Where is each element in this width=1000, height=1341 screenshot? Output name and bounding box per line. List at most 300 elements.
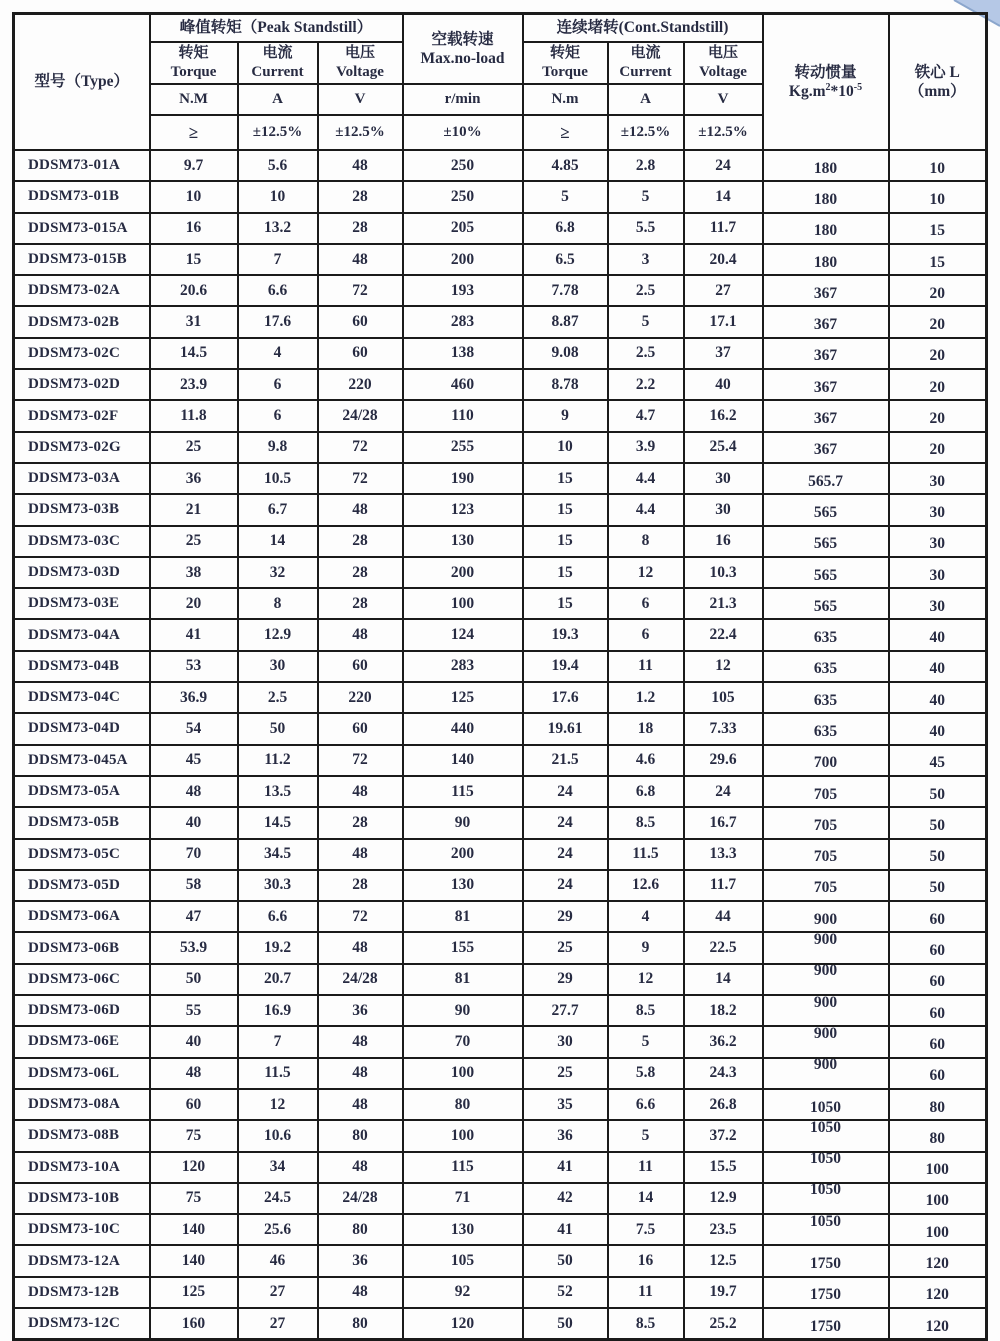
cell-cont-torque: 41 (523, 1152, 608, 1183)
table-row (14, 1152, 987, 1183)
cell-inertia: 900 (763, 1026, 889, 1057)
cell-cont-torque: 6.8 (523, 213, 608, 244)
cell-peak-current: 30 (238, 651, 318, 682)
cell-cont-current: 5 (608, 181, 684, 212)
cell-peak-torque: 140 (150, 1214, 238, 1245)
cell-peak-torque: 75 (150, 1120, 238, 1151)
cell-cont-torque: 15 (523, 494, 608, 525)
cell-core-length: 30 (889, 463, 987, 494)
cell-core-length: 10 (889, 150, 987, 181)
cell-cont-current: 2.2 (608, 369, 684, 400)
cell-cont-torque: 7.78 (523, 275, 608, 306)
cell-cont-torque: 19.3 (523, 619, 608, 650)
cell-peak-current: 10.5 (238, 463, 318, 494)
cell-cont-voltage: 18.2 (684, 995, 763, 1026)
cell-peak-torque: 20 (150, 588, 238, 619)
cell-type: DDSM73-01B (14, 181, 150, 212)
cell-inertia: 1050 (763, 1214, 889, 1245)
cell-type: DDSM73-10A (14, 1152, 150, 1183)
table-row (14, 745, 987, 776)
cell-core-length: 20 (889, 275, 987, 306)
cell-peak-torque: 140 (150, 1245, 238, 1276)
cell-cont-current: 8.5 (608, 807, 684, 838)
cell-cont-torque: 29 (523, 901, 608, 932)
table-row (14, 400, 987, 431)
cell-peak-current: 13.5 (238, 776, 318, 807)
cell-cont-torque: 15 (523, 588, 608, 619)
cell-peak-current: 4 (238, 338, 318, 369)
cell-inertia: 565 (763, 557, 889, 588)
cell-type: DDSM73-08B (14, 1120, 150, 1151)
cell-peak-voltage: 80 (318, 1120, 403, 1151)
cell-type: DDSM73-02B (14, 306, 150, 337)
cell-peak-voltage: 72 (318, 275, 403, 306)
cell-cont-current: 11 (608, 1277, 684, 1308)
cell-peak-voltage: 60 (318, 306, 403, 337)
cell-cont-current: 2.8 (608, 150, 684, 181)
cell-cont-current: 4.6 (608, 745, 684, 776)
cell-cont-voltage: 11.7 (684, 870, 763, 901)
cell-peak-current: 34 (238, 1152, 318, 1183)
cell-peak-torque: 38 (150, 557, 238, 588)
type-label: 型号（Type） (34, 73, 129, 91)
cell-peak-torque: 9.7 (150, 150, 238, 181)
cell-cont-current: 12.6 (608, 870, 684, 901)
cell-cont-voltage: 16.7 (684, 807, 763, 838)
cell-core-length: 30 (889, 494, 987, 525)
cell-inertia: 367 (763, 432, 889, 463)
cell-peak-voltage: 24/28 (318, 964, 403, 995)
cell-cont-torque: 27.7 (523, 995, 608, 1026)
cell-type: DDSM73-04C (14, 682, 150, 713)
tolerance-cont-voltage: ±12.5% (684, 115, 763, 150)
cell-core-length: 100 (889, 1214, 987, 1245)
cell-type: DDSM73-01A (14, 150, 150, 181)
cell-peak-torque: 60 (150, 1089, 238, 1120)
cell-peak-current: 12 (238, 1089, 318, 1120)
table-row (14, 244, 987, 275)
cell-inertia: 705 (763, 776, 889, 807)
cell-peak-voltage: 60 (318, 651, 403, 682)
cell-cont-current: 4.4 (608, 494, 684, 525)
cell-peak-current: 14 (238, 526, 318, 557)
column-header-type (14, 14, 150, 151)
cell-noload-speed: 200 (403, 557, 523, 588)
cell-type: DDSM73-045A (14, 745, 150, 776)
cell-peak-voltage: 28 (318, 557, 403, 588)
cell-core-length: 60 (889, 1026, 987, 1057)
cell-cont-voltage: 19.7 (684, 1277, 763, 1308)
cell-peak-voltage: 60 (318, 713, 403, 744)
cell-core-length: 50 (889, 839, 987, 870)
table-row (14, 1277, 987, 1308)
table-row (14, 181, 987, 212)
cell-peak-current: 6.6 (238, 901, 318, 932)
cell-type: DDSM73-03E (14, 588, 150, 619)
tolerance-cont-current: ±12.5% (608, 115, 684, 150)
cell-cont-current: 1.2 (608, 682, 684, 713)
table-row (14, 213, 987, 244)
cell-cont-voltage: 40 (684, 369, 763, 400)
cell-peak-torque: 41 (150, 619, 238, 650)
cell-peak-voltage: 72 (318, 901, 403, 932)
cell-cont-voltage: 15.5 (684, 1152, 763, 1183)
cell-peak-voltage: 48 (318, 839, 403, 870)
cell-inertia: 635 (763, 651, 889, 682)
cell-core-length: 45 (889, 745, 987, 776)
cell-peak-current: 10.6 (238, 1120, 318, 1151)
cell-peak-torque: 70 (150, 839, 238, 870)
cell-peak-current: 17.6 (238, 306, 318, 337)
cell-peak-torque: 40 (150, 807, 238, 838)
cell-noload-speed: 205 (403, 213, 523, 244)
unit-cont-current: A (608, 84, 684, 115)
cell-inertia: 635 (763, 682, 889, 713)
cell-peak-current: 8 (238, 588, 318, 619)
cell-noload-speed: 115 (403, 776, 523, 807)
cell-type: DDSM73-04B (14, 651, 150, 682)
cell-peak-voltage: 28 (318, 870, 403, 901)
cell-cont-torque: 17.6 (523, 682, 608, 713)
tolerance-peak-torque: ≥ (150, 115, 238, 150)
cell-cont-torque: 35 (523, 1089, 608, 1120)
table-row (14, 1183, 987, 1214)
cell-type: DDSM73-03D (14, 557, 150, 588)
cell-peak-current: 27 (238, 1308, 318, 1340)
table-row (14, 557, 987, 588)
cell-noload-speed: 193 (403, 275, 523, 306)
table-row (14, 1245, 987, 1276)
table-row (14, 839, 987, 870)
cell-cont-torque: 24 (523, 776, 608, 807)
cell-peak-torque: 10 (150, 181, 238, 212)
cell-peak-current: 50 (238, 713, 318, 744)
cell-cont-current: 9 (608, 932, 684, 963)
cell-peak-torque: 53 (150, 651, 238, 682)
column-header-cont-current: 电流 Current (608, 42, 684, 84)
table-row (14, 651, 987, 682)
cell-cont-torque: 30 (523, 1026, 608, 1057)
cell-cont-voltage: 12.5 (684, 1245, 763, 1276)
cell-type: DDSM73-08A (14, 1089, 150, 1120)
cell-peak-current: 24.5 (238, 1183, 318, 1214)
cell-peak-torque: 21 (150, 494, 238, 525)
cell-peak-torque: 31 (150, 306, 238, 337)
cell-type: DDSM73-05C (14, 839, 150, 870)
core-label-cn: 铁心 L (914, 63, 960, 81)
cell-cont-torque: 15 (523, 463, 608, 494)
table-row (14, 1308, 987, 1340)
cell-inertia: 705 (763, 839, 889, 870)
cell-cont-current: 5 (608, 1120, 684, 1151)
cell-cont-voltage: 21.3 (684, 588, 763, 619)
cell-noload-speed: 460 (403, 369, 523, 400)
table-row (14, 150, 987, 181)
cell-peak-current: 32 (238, 557, 318, 588)
cell-core-length: 120 (889, 1308, 987, 1340)
unit-peak-current: A (238, 84, 318, 115)
noload-label-cn: 空载转速 (431, 30, 494, 48)
cell-peak-current: 12.9 (238, 619, 318, 650)
cell-cont-current: 5 (608, 306, 684, 337)
cell-peak-current: 6.7 (238, 494, 318, 525)
cell-cont-torque: 36 (523, 1120, 608, 1151)
cell-type: DDSM73-05D (14, 870, 150, 901)
cell-type: DDSM73-02C (14, 338, 150, 369)
cell-noload-speed: 80 (403, 1089, 523, 1120)
cell-peak-current: 9.8 (238, 432, 318, 463)
cell-noload-speed: 250 (403, 181, 523, 212)
cell-cont-voltage: 26.8 (684, 1089, 763, 1120)
cell-type: DDSM73-10B (14, 1183, 150, 1214)
cell-type: DDSM73-03C (14, 526, 150, 557)
cell-peak-torque: 36.9 (150, 682, 238, 713)
cell-peak-voltage: 48 (318, 494, 403, 525)
cell-cont-current: 12 (608, 557, 684, 588)
cell-inertia: 1050 (763, 1183, 889, 1214)
cell-peak-voltage: 36 (318, 1245, 403, 1276)
cell-cont-voltage: 30 (684, 494, 763, 525)
cell-core-length: 50 (889, 776, 987, 807)
tolerance-peak-current: ±12.5% (238, 115, 318, 150)
cell-cont-voltage: 27 (684, 275, 763, 306)
cell-cont-torque: 15 (523, 557, 608, 588)
cell-noload-speed: 70 (403, 1026, 523, 1057)
cell-inertia: 565 (763, 526, 889, 557)
cell-cont-voltage: 22.4 (684, 619, 763, 650)
cell-core-length: 15 (889, 213, 987, 244)
column-header-inertia (763, 14, 889, 151)
cell-peak-torque: 20.6 (150, 275, 238, 306)
cell-cont-current: 3 (608, 244, 684, 275)
cell-core-length: 15 (889, 244, 987, 275)
cell-noload-speed: 100 (403, 588, 523, 619)
cell-type: DDSM73-10C (14, 1214, 150, 1245)
cell-peak-torque: 16 (150, 213, 238, 244)
cell-noload-speed: 100 (403, 1058, 523, 1089)
table-row (14, 1214, 987, 1245)
motor-spec-table (12, 12, 988, 1341)
cell-cont-current: 3.9 (608, 432, 684, 463)
cell-core-length: 80 (889, 1089, 987, 1120)
column-header-noload-speed (403, 14, 523, 85)
cell-type: DDSM73-06E (14, 1026, 150, 1057)
cell-noload-speed: 138 (403, 338, 523, 369)
cell-peak-torque: 23.9 (150, 369, 238, 400)
cell-type: DDSM73-02D (14, 369, 150, 400)
cell-peak-voltage: 48 (318, 932, 403, 963)
cell-cont-torque: 21.5 (523, 745, 608, 776)
cell-type: DDSM73-03A (14, 463, 150, 494)
cell-peak-torque: 75 (150, 1183, 238, 1214)
cell-type: DDSM73-05B (14, 807, 150, 838)
cell-noload-speed: 90 (403, 995, 523, 1026)
cell-cont-torque: 25 (523, 1058, 608, 1089)
cell-cont-torque: 25 (523, 932, 608, 963)
cell-core-length: 30 (889, 557, 987, 588)
cell-cont-torque: 19.4 (523, 651, 608, 682)
noload-label-en: Max.no-load (420, 50, 505, 67)
cell-peak-current: 14.5 (238, 807, 318, 838)
cell-core-length: 40 (889, 682, 987, 713)
cell-inertia: 565.7 (763, 463, 889, 494)
cell-cont-torque: 8.87 (523, 306, 608, 337)
cell-cont-voltage: 14 (684, 181, 763, 212)
cell-cont-current: 7.5 (608, 1214, 684, 1245)
cell-cont-voltage: 20.4 (684, 244, 763, 275)
cell-type: DDSM73-02F (14, 400, 150, 431)
cell-peak-torque: 53.9 (150, 932, 238, 963)
cell-peak-torque: 25 (150, 526, 238, 557)
cell-peak-current: 25.6 (238, 1214, 318, 1245)
cell-type: DDSM73-015A (14, 213, 150, 244)
unit-cont-torque: N.m (523, 84, 608, 115)
cell-cont-torque: 24 (523, 870, 608, 901)
unit-cont-voltage: V (684, 84, 763, 115)
table-row (14, 995, 987, 1026)
table-row (14, 964, 987, 995)
cell-noload-speed: 140 (403, 745, 523, 776)
cell-peak-current: 46 (238, 1245, 318, 1276)
cell-noload-speed: 124 (403, 619, 523, 650)
table-row (14, 776, 987, 807)
cell-core-length: 100 (889, 1183, 987, 1214)
column-header-peak-voltage: 电压 Voltage (318, 42, 403, 84)
cell-peak-current: 11.5 (238, 1058, 318, 1089)
cell-core-length: 20 (889, 432, 987, 463)
cell-noload-speed: 115 (403, 1152, 523, 1183)
cell-peak-voltage: 28 (318, 807, 403, 838)
cell-inertia: 367 (763, 400, 889, 431)
cell-cont-torque: 10 (523, 432, 608, 463)
cell-cont-voltage: 24 (684, 776, 763, 807)
cell-peak-torque: 58 (150, 870, 238, 901)
cell-cont-voltage: 30 (684, 463, 763, 494)
cell-peak-voltage: 48 (318, 244, 403, 275)
cell-peak-voltage: 220 (318, 369, 403, 400)
cell-peak-voltage: 80 (318, 1214, 403, 1245)
cell-peak-current: 6.6 (238, 275, 318, 306)
tolerance-noload-speed: ±10% (403, 115, 523, 150)
cell-cont-current: 18 (608, 713, 684, 744)
cell-core-length: 60 (889, 964, 987, 995)
cell-core-length: 100 (889, 1152, 987, 1183)
cell-peak-torque: 160 (150, 1308, 238, 1340)
peak-group-label: 峰值转矩（Peak Standstill） (179, 19, 373, 37)
cell-cont-current: 11 (608, 1152, 684, 1183)
cell-peak-torque: 55 (150, 995, 238, 1026)
cell-cont-current: 4 (608, 901, 684, 932)
cell-peak-voltage: 48 (318, 1089, 403, 1120)
table-row (14, 588, 987, 619)
table-row (14, 1089, 987, 1120)
cell-core-length: 20 (889, 369, 987, 400)
cell-peak-torque: 25 (150, 432, 238, 463)
cell-peak-torque: 47 (150, 901, 238, 932)
cell-core-length: 60 (889, 995, 987, 1026)
cell-peak-voltage: 48 (318, 1058, 403, 1089)
cell-type: DDSM73-06L (14, 1058, 150, 1089)
cell-cont-torque: 24 (523, 807, 608, 838)
cell-type: DDSM73-12C (14, 1308, 150, 1340)
table-row (14, 1026, 987, 1057)
cell-peak-torque: 48 (150, 1058, 238, 1089)
cell-peak-voltage: 72 (318, 432, 403, 463)
cell-cont-voltage: 7.33 (684, 713, 763, 744)
cell-inertia: 900 (763, 932, 889, 963)
cell-core-length: 50 (889, 870, 987, 901)
cell-peak-voltage: 48 (318, 619, 403, 650)
cell-peak-voltage: 48 (318, 776, 403, 807)
cell-peak-torque: 120 (150, 1152, 238, 1183)
table-row (14, 1058, 987, 1089)
table-row (14, 306, 987, 337)
cell-peak-current: 27 (238, 1277, 318, 1308)
cell-noload-speed: 81 (403, 964, 523, 995)
column-group-peak-standstill (150, 14, 403, 43)
core-unit: （mm） (908, 83, 966, 100)
cell-inertia: 565 (763, 494, 889, 525)
cell-peak-voltage: 48 (318, 1152, 403, 1183)
cell-cont-voltage: 25.2 (684, 1308, 763, 1340)
cell-peak-voltage: 24/28 (318, 1183, 403, 1214)
cell-noload-speed: 110 (403, 400, 523, 431)
cell-cont-torque: 6.5 (523, 244, 608, 275)
column-header-core-length (889, 14, 987, 151)
cell-peak-voltage: 28 (318, 526, 403, 557)
cell-cont-current: 6 (608, 588, 684, 619)
column-group-cont-standstill (523, 14, 763, 43)
cell-core-length: 50 (889, 807, 987, 838)
cell-inertia: 705 (763, 807, 889, 838)
cell-cont-voltage: 23.5 (684, 1214, 763, 1245)
cell-peak-torque: 15 (150, 244, 238, 275)
cell-type: DDSM73-12B (14, 1277, 150, 1308)
cell-cont-torque: 15 (523, 526, 608, 557)
table-row (14, 463, 987, 494)
cell-core-length: 120 (889, 1277, 987, 1308)
cell-cont-voltage: 16 (684, 526, 763, 557)
cell-inertia: 1750 (763, 1277, 889, 1308)
cell-cont-current: 5 (608, 1026, 684, 1057)
cell-cont-torque: 29 (523, 964, 608, 995)
cell-cont-current: 6 (608, 619, 684, 650)
cell-cont-torque: 50 (523, 1308, 608, 1340)
cell-cont-torque: 41 (523, 1214, 608, 1245)
cell-peak-current: 16.9 (238, 995, 318, 1026)
cell-inertia: 565 (763, 588, 889, 619)
cell-cont-torque: 9 (523, 400, 608, 431)
cell-type: DDSM73-015B (14, 244, 150, 275)
cell-peak-voltage: 48 (318, 150, 403, 181)
table-row (14, 619, 987, 650)
cell-peak-torque: 125 (150, 1277, 238, 1308)
cell-cont-current: 8 (608, 526, 684, 557)
cell-peak-current: 2.5 (238, 682, 318, 713)
cell-peak-current: 7 (238, 1026, 318, 1057)
cell-cont-voltage: 105 (684, 682, 763, 713)
cell-peak-voltage: 60 (318, 338, 403, 369)
cell-cont-current: 5.5 (608, 213, 684, 244)
tolerance-cont-torque: ≥ (523, 115, 608, 150)
cell-cont-voltage: 22.5 (684, 932, 763, 963)
cell-type: DDSM73-02G (14, 432, 150, 463)
cell-peak-current: 5.6 (238, 150, 318, 181)
cell-inertia: 900 (763, 901, 889, 932)
cell-noload-speed: 130 (403, 870, 523, 901)
cell-noload-speed: 155 (403, 932, 523, 963)
cell-core-length: 120 (889, 1245, 987, 1276)
